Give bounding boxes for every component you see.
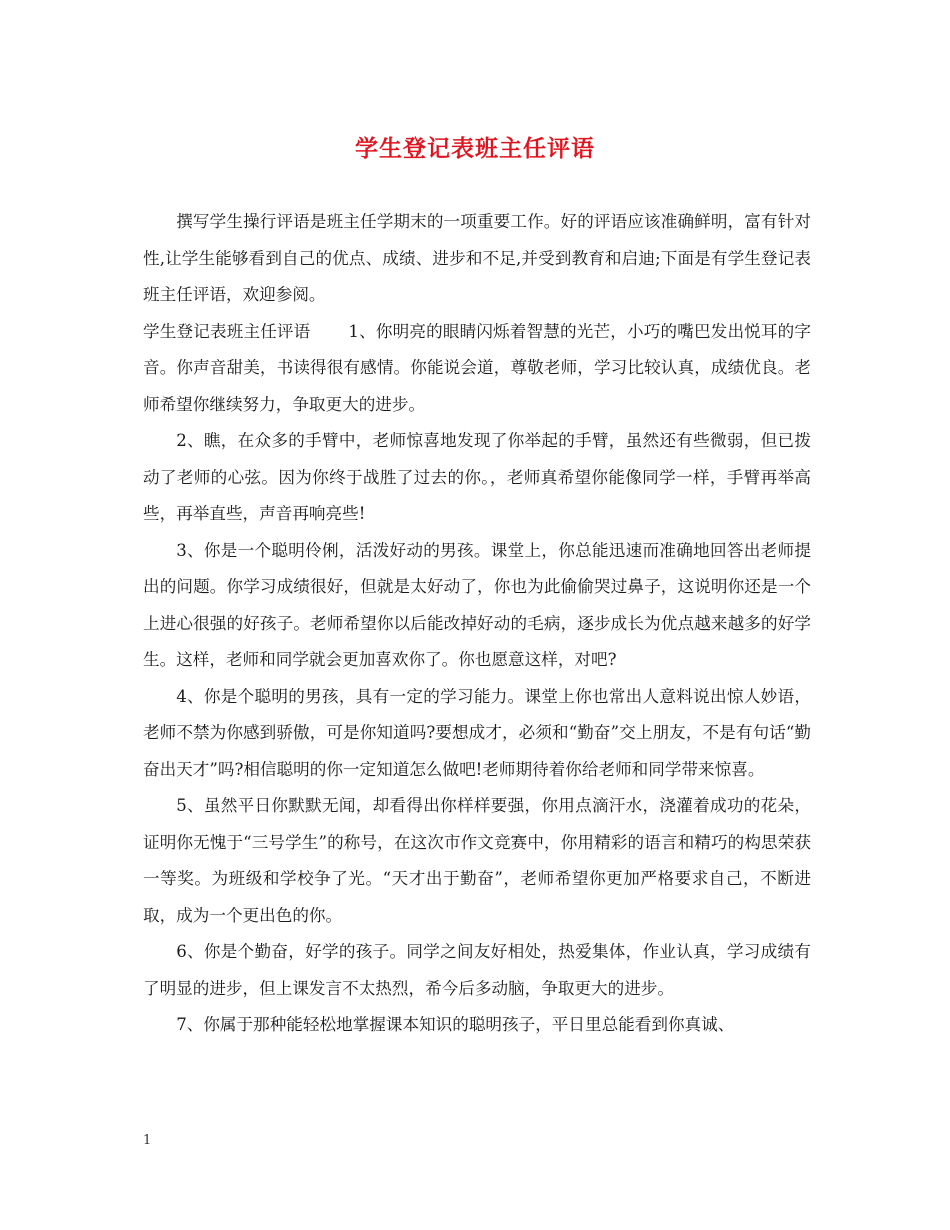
paragraph-5: 5、虽然平日你默默无闻，却看得出你样样要强，你用点滴汗水，浇灌着成功的花朵，证明你无愧于“三号学生”的称号，在这次市作文竞赛中，你用精彩的语言和精巧的构思荣获一等奖。为班级和学校争了光。“天才出于勤奋”，老师希望你更加严格要求自己，不断进取，成为一个更出色的你。 — [143, 796, 811, 925]
paragraph-2: 2、瞧，在众多的手臂中，老师惊喜地发现了你举起的手臂，虽然还有些微弱，但已拨动了老师的心弦。因为你终于战胜了过去的你。，老师真希望你能像同学一样，手臂再举高些，再举直些，声音再响亮些! — [143, 431, 811, 523]
subheading: 学生登记表班主任评语 — [143, 321, 311, 341]
paragraph-7: 7、你属于那种能轻松地掌握课本知识的聪明孩子，平日里总能看到你真诚、 — [176, 1015, 735, 1034]
paragraph-1-text: 1、你明亮的眼睛闪烁着智慧的光芒，小巧的嘴巴发出悦耳的字音。你声音甜美，书读得很有感情。你能说会道，尊敬老师，学习比较认真，成绩优良。老师希望你继续努力，争取更大的进步。 — [143, 321, 811, 414]
document-body — [143, 204, 811, 1044]
document-title: 学生登记表班主任评语 — [355, 135, 595, 162]
intro-paragraph: 撰写学生操行评语是班主任学期末的一项重要工作。好的评语应该准确鲜明，富有针对性,让学生能够看到自己的优点、成绩、进步和不足,并受到教育和启迪;下面是有学生登记表班主任评语，欢迎参阅。 — [143, 212, 811, 304]
paragraph-4: 4、你是个聪明的男孩，具有一定的学习能力。课堂上你也常出人意料说出惊人妙语，老师不禁为你感到骄傲，可是你知道吗?要想成才，必须和“勤奋”交上朋友，不是有句话“勤奋出天才”吗?相信聪明的你一定知道怎么做吧!老师期待着你给老师和同学带来惊喜。 — [143, 686, 811, 779]
paragraph-3: 3、你是一个聪明伶俐，活泼好动的男孩。课堂上，你总能迅速而准确地回答出老师提出的问题。你学习成绩很好，但就是太好动了，你也为此偷偷哭过鼻子，这说明你还是一个上进心很强的好孩子。老师希望你以后能改掉好动的毛病，逐步成长为优点越来越多的好学生。这样，老师和同学就会更加喜欢你了。你也愿意这样，对吧? — [143, 540, 811, 669]
paragraph-6: 6、你是个勤奋，好学的孩子。同学之间友好相处，热爱集体，作业认真，学习成绩有了明显的进步，但上课发言不太热烈，希今后多动脑，争取更大的进步。 — [143, 942, 811, 998]
page-number: 1 — [143, 1133, 152, 1148]
paragraph-1 — [143, 314, 811, 424]
